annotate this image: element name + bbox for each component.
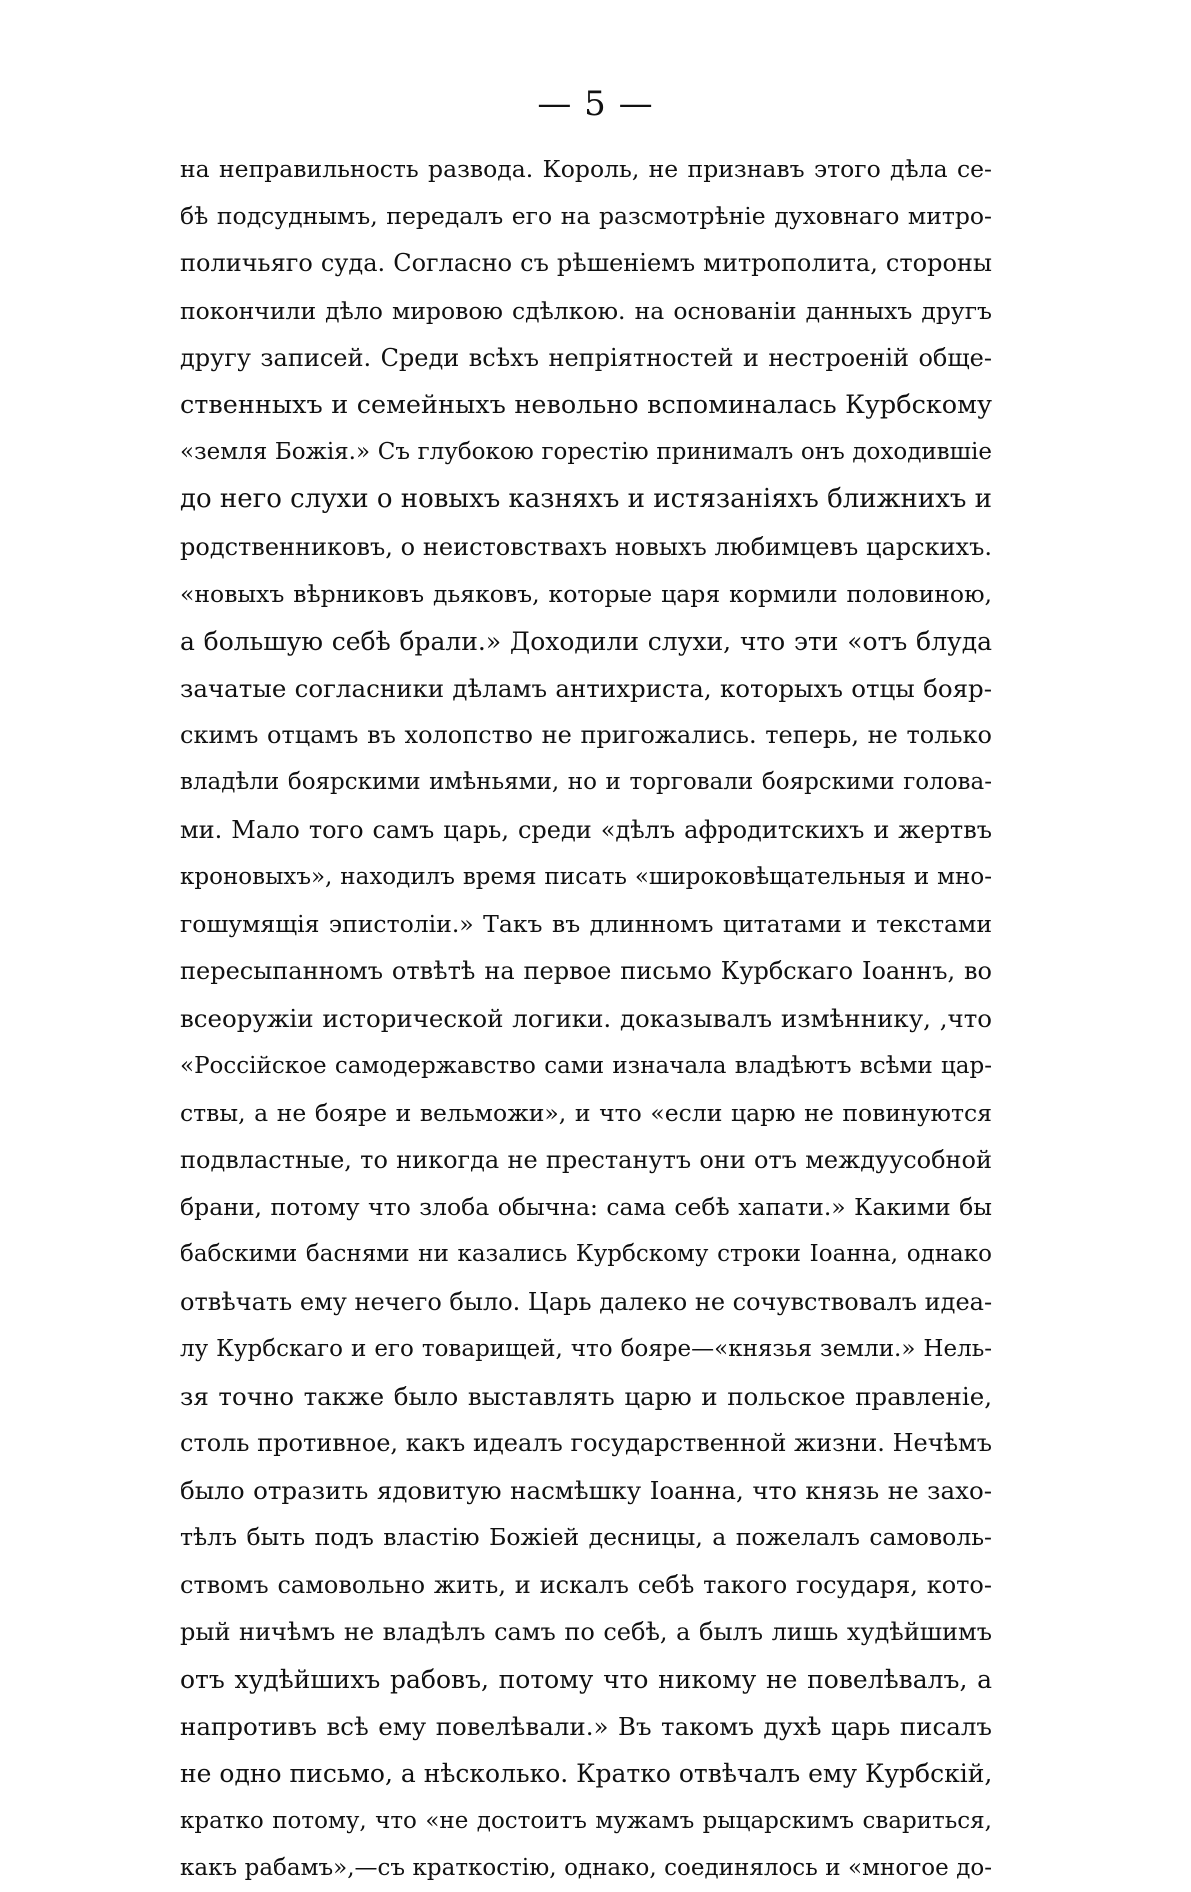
text-line-24: бабскими баснями ни казались Курбскому строки Іоанна, однако (180, 1241, 992, 1268)
body-text (180, 146, 992, 1892)
page-number: — 5 — (537, 84, 654, 124)
text-line-23: брани, потому что злоба обычна: сама себѣ хапати.» Какими бы (180, 1193, 992, 1222)
text-line-27: зя точно также было выставлять царю и польское правленіе, (180, 1381, 992, 1411)
text-line-31: ствомъ самовольно жить, и искалъ себѣ такого государя, кото- (180, 1570, 992, 1599)
text-line-35: не одно письмо, а нѣсколько. Кратко отвѣчалъ ему Курбскій, (180, 1759, 992, 1789)
text-line-5: другу записей. Среди всѣхъ непріятностей и нестроеній обще- (180, 343, 992, 372)
text-line-10: «новыхъ вѣрниковъ дьяковъ, которые царя кормили половиною, (180, 579, 992, 608)
text-line-33: отъ худѣйшихъ рабовъ, потому что никому не повелѣвалъ, а (180, 1665, 992, 1694)
text-line-17: гошумящія эпистоліи.» Такъ въ длинномъ цитатами и текстами (180, 910, 992, 938)
text-line-30: тѣлъ быть подъ властію Божіей десницы, а пожелалъ самоволь- (180, 1523, 992, 1552)
text-line-16: кроновыхъ», находилъ время писать «широковѣщательныя и мно- (180, 863, 992, 890)
text-line-4: покончили дѣло мировою сдѣлкою. на основаніи данныхъ другъ (180, 296, 992, 325)
text-line-6: ственныхъ и семейныхъ невольно вспоминалась Курбскому (180, 389, 992, 420)
text-line-32: рый ничѣмъ не владѣлъ самъ по себѣ, а былъ лишь худѣйшимъ (180, 1617, 992, 1646)
text-line-34: напротивъ всѣ ему повелѣвали.» Въ такомъ духѣ царь писалъ (180, 1712, 992, 1742)
text-line-21: ствы, а не бояре и вельможи», и что «если царю не повинуются (180, 1098, 992, 1127)
text-line-8: до него слухи о новыхъ казняхъ и истязаніяхъ ближнихъ и (180, 484, 992, 515)
text-line-28: столь противное, какъ идеалъ государственной жизни. Нечѣмъ (180, 1429, 992, 1458)
text-line-2: бѣ подсуднымъ, передалъ его на разсмотрѣніе духовнаго митро- (180, 202, 992, 231)
text-line-36: кратко потому, что «не достоитъ мужамъ рыцарскимъ свариться, (180, 1807, 992, 1834)
text-line-25: отвѣчать ему нечего было. Царь далеко не сочувствовалъ идеа- (180, 1287, 992, 1316)
text-line-20: «Россійское самодержавство сами изначала владѣютъ всѣми цар- (180, 1052, 992, 1079)
text-line-12: зачатые согласники дѣламъ антихриста, которыхъ отцы бояр- (180, 674, 992, 704)
text-line-15: ми. Мало того самъ царь, среди «дѣлъ афродитскихъ и жертвъ (180, 815, 992, 844)
text-line-7: «земля Божія.» Съ глубокою горестію принималъ онъ доходившіе (180, 439, 992, 466)
text-line-1: на неправильность развода. Король, не признавъ этого дѣла се- (180, 155, 992, 183)
text-line-14: владѣли боярскими имѣньями, но и торговали боярскими голова- (180, 769, 992, 796)
text-line-22: подвластные, то никогда не престанутъ они отъ междуусобной (180, 1145, 992, 1174)
text-line-18: пересыпанномъ отвѣтѣ на первое письмо Курбскаго Іоаннъ, во (180, 957, 992, 986)
text-line-3: поличьяго суда. Согласно съ рѣшеніемъ митрополита, стороны (180, 249, 992, 278)
text-line-29: было отразить ядовитую насмѣшку Іоанна, что князь не захо- (180, 1476, 992, 1506)
text-line-19: всеоружіи исторической логики. доказывалъ измѣннику, ,что (180, 1004, 992, 1034)
text-line-11: а большую себѣ брали.» Доходили слухи, что эти «отъ блуда (180, 626, 992, 656)
text-line-37: какъ рабамъ»,—съ краткостію, однако, соединялось и «многое до- (180, 1854, 992, 1881)
text-line-26: лу Курбскаго и его товарищей, что бояре—«князья земли.» Нель- (180, 1335, 992, 1362)
text-line-9: родственниковъ, о неистовствахъ новыхъ любимцевъ царскихъ. (180, 532, 992, 561)
text-line-13: скимъ отцамъ въ холопство не пригожались. теперь, не только (180, 721, 992, 750)
